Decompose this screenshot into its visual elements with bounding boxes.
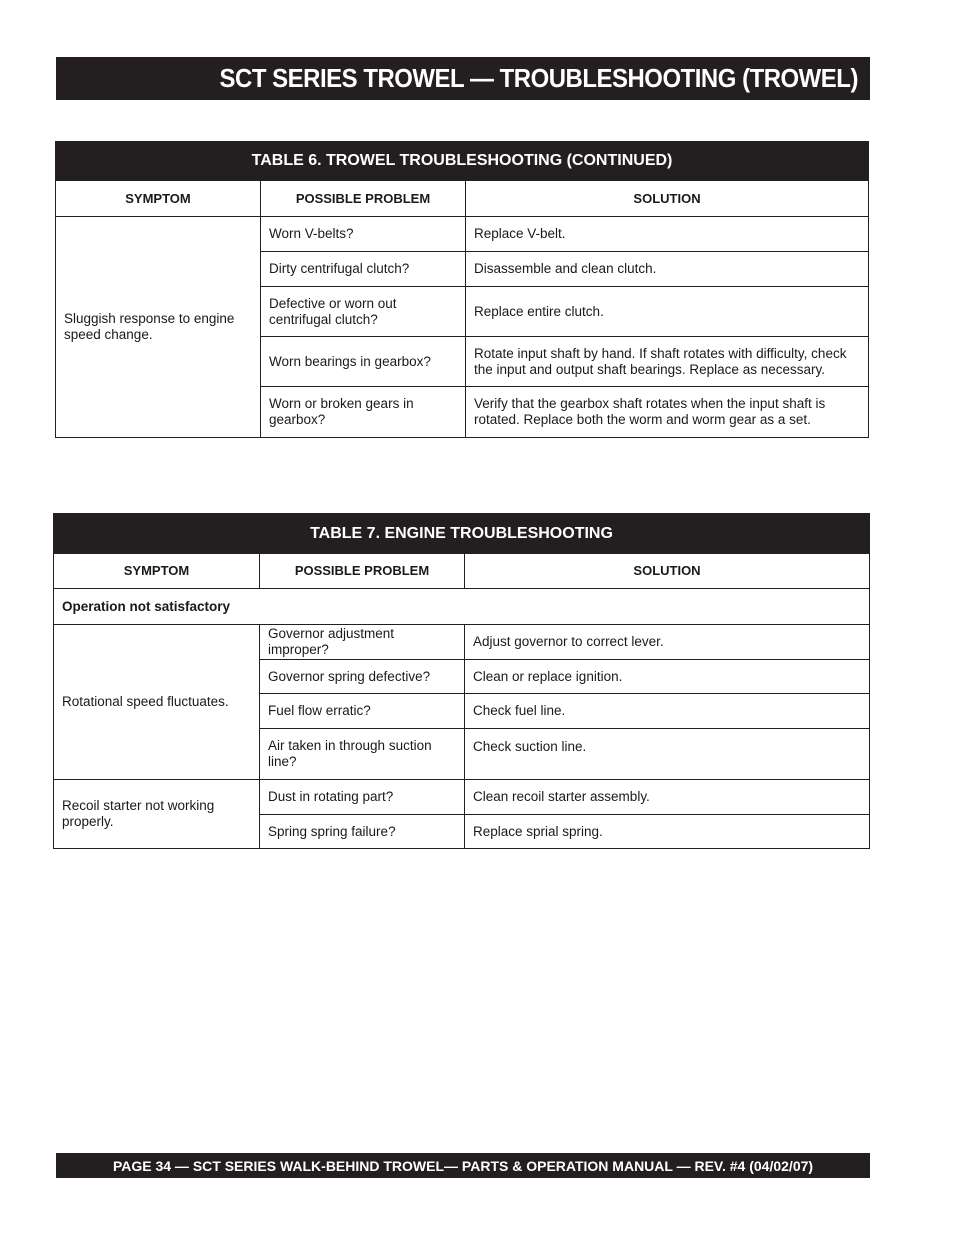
solution-cell: Rotate input shaft by hand. If shaft rotates with difficulty, check the input and output shaft bearings. Replace as necessary. <box>466 337 869 387</box>
column-header-possible-problem: POSSIBLE PROBLEM <box>260 554 465 589</box>
table-row <box>54 780 870 815</box>
solution-cell: Replace V-belt. <box>466 217 869 252</box>
column-header-symptom: SYMPTOM <box>54 554 260 589</box>
symptom-cell: Rotational speed fluctuates. <box>54 625 260 780</box>
problem-cell: Governor adjustment improper? <box>260 625 465 660</box>
symptom-cell: Sluggish response to engine speed change. <box>56 217 261 438</box>
solution-cell: Check suction line. <box>465 729 870 780</box>
table-caption: TABLE 7. ENGINE TROUBLESHOOTING <box>54 514 870 554</box>
page-title-bar <box>56 57 870 100</box>
problem-cell: Worn V-belts? <box>261 217 466 252</box>
column-header-symptom: SYMPTOM <box>56 181 261 217</box>
problem-cell: Dirty centrifugal clutch? <box>261 252 466 287</box>
engine-troubleshooting-table <box>53 513 870 849</box>
solution-cell: Clean recoil starter assembly. <box>465 780 870 815</box>
problem-cell: Worn bearings in gearbox? <box>261 337 466 387</box>
solution-cell: Adjust governor to correct lever. <box>465 625 870 660</box>
solution-cell: Clean or replace ignition. <box>465 660 870 694</box>
table-row <box>56 217 869 252</box>
problem-cell: Spring spring failure? <box>260 815 465 849</box>
problem-cell: Governor spring defective? <box>260 660 465 694</box>
section-heading: Operation not satisfactory <box>54 589 870 625</box>
page-title: SCT SERIES TROWEL — TROUBLESHOOTING (TROWEL) <box>219 63 858 93</box>
footer-text: PAGE 34 — SCT SERIES WALK-BEHIND TROWEL— PARTS & OPERATION MANUAL — REV. #4 (04/02/07) <box>112 1157 814 1174</box>
problem-cell: Fuel flow erratic? <box>260 694 465 729</box>
solution-cell: Disassemble and clean clutch. <box>466 252 869 287</box>
symptom-cell: Recoil starter not working properly. <box>54 780 260 849</box>
trowel-troubleshooting-table <box>55 141 869 438</box>
problem-cell: Air taken in through suction line? <box>260 729 465 780</box>
page-footer <box>56 1153 870 1178</box>
solution-cell: Replace sprial spring. <box>465 815 870 849</box>
table-caption: TABLE 6. TROWEL TROUBLESHOOTING (CONTINUED) <box>56 142 869 181</box>
column-header-possible-problem: POSSIBLE PROBLEM <box>261 181 466 217</box>
column-header-solution: SOLUTION <box>465 554 870 589</box>
problem-cell: Defective or worn out centrifugal clutch? <box>261 287 466 337</box>
solution-cell: Replace entire clutch. <box>466 287 869 337</box>
column-header-solution: SOLUTION <box>466 181 869 217</box>
problem-cell: Worn or broken gears in gearbox? <box>261 387 466 438</box>
solution-cell: Check fuel line. <box>465 694 870 729</box>
table-row <box>54 625 870 660</box>
solution-cell: Verify that the gearbox shaft rotates when the input shaft is rotated. Replace both the worm and worm gear as a set. <box>466 387 869 438</box>
problem-cell: Dust in rotating part? <box>260 780 465 815</box>
